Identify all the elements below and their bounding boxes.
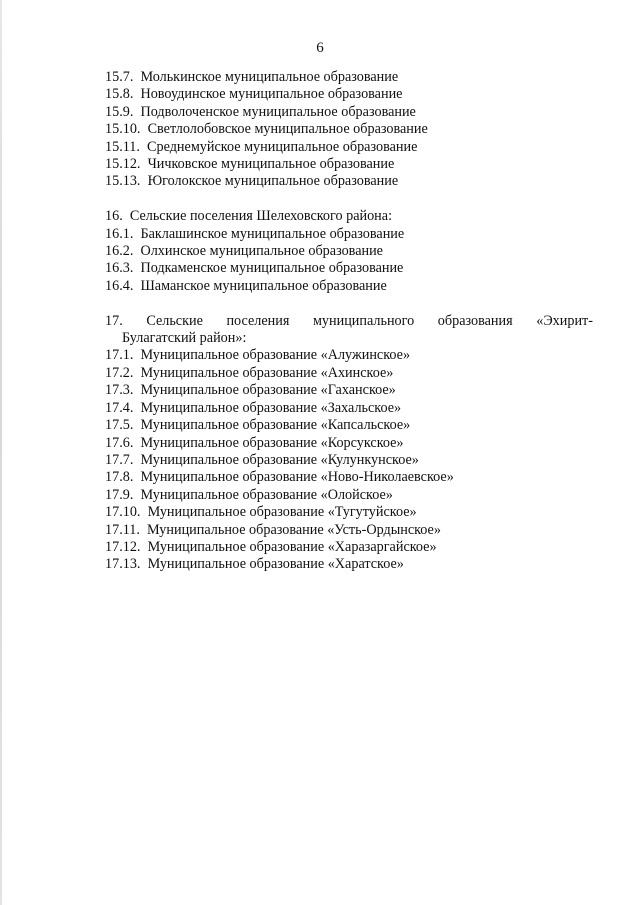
- item-number: 17.10.: [105, 504, 141, 521]
- document-body: [105, 69, 593, 574]
- item-number: 15.11.: [105, 138, 140, 155]
- item-number: 17.3.: [105, 382, 134, 399]
- item-number: 16.4.: [105, 277, 134, 294]
- list-item: [105, 173, 593, 190]
- item-number: 15.12.: [105, 156, 141, 173]
- item-text: Подволоченское муниципальное образование: [140, 103, 416, 120]
- list-item: [105, 435, 593, 452]
- item-number: 17.4.: [105, 399, 134, 416]
- list-item: [105, 365, 593, 382]
- list-item: [105, 347, 593, 364]
- item-text: Муниципальное образование «Кулункунское»: [140, 451, 419, 468]
- list-item: [105, 156, 593, 173]
- item-text: Муниципальное образование «Ахинское»: [140, 364, 394, 381]
- heading-word: поселения: [226, 312, 290, 329]
- item-number: 17.7.: [105, 451, 134, 468]
- list-item: [105, 522, 593, 539]
- list-item: [105, 400, 593, 417]
- spacer: [105, 191, 593, 208]
- list-item: [105, 104, 593, 121]
- item-number: 17.6.: [105, 434, 134, 451]
- item-text: Муниципальное образование «Тугутуйское»: [147, 504, 417, 521]
- list-item: [105, 504, 593, 521]
- item-text: Подкаменское муниципальное образование: [140, 260, 404, 277]
- list-item: [105, 139, 593, 156]
- list-item: [105, 121, 593, 138]
- item-text: Муниципальное образование «Гаханское»: [140, 382, 396, 399]
- list-item: [105, 417, 593, 434]
- item-number: 15.9.: [105, 103, 134, 120]
- section-heading: [105, 313, 593, 330]
- item-number: 15.8.: [105, 86, 134, 103]
- item-text: Муниципальное образование «Олойское»: [140, 486, 393, 503]
- item-text: Молькинское муниципальное образование: [140, 69, 399, 85]
- scan-edge: [0, 0, 2, 905]
- heading-word: муниципального: [312, 312, 415, 329]
- item-number: 17.11.: [105, 521, 140, 538]
- section-heading: [105, 208, 593, 225]
- section-16: [105, 208, 593, 295]
- item-text: Муниципальное образование «Харазаргайское»: [147, 538, 437, 555]
- item-number: 15.7.: [105, 69, 134, 85]
- list-item: [105, 243, 593, 260]
- item-number: 17.1.: [105, 347, 134, 364]
- item-number: 17.5.: [105, 417, 134, 434]
- item-text: Муниципальное образование «Харатское»: [147, 556, 404, 573]
- list-item: [105, 382, 593, 399]
- item-text: Чичковское муниципальное образование: [147, 156, 395, 173]
- item-text: Муниципальное образование «Алужинское»: [140, 347, 411, 364]
- item-text: Олхинское муниципальное образование: [140, 243, 383, 260]
- heading-word: образования: [437, 312, 513, 329]
- item-text: Юголокское муниципальное образование: [147, 173, 399, 190]
- item-text: Среднемуйское муниципальное образование: [147, 138, 418, 155]
- list-item: [105, 226, 593, 243]
- list-item: [105, 539, 593, 556]
- item-number: 15.13.: [105, 173, 141, 190]
- list-item: [105, 278, 593, 295]
- item-text: Муниципальное образование «Корсукское»: [140, 434, 404, 451]
- item-number: 17.9.: [105, 486, 134, 503]
- list-item: [105, 69, 593, 86]
- item-number: 17.12.: [105, 538, 141, 555]
- list-item: [105, 469, 593, 486]
- item-text: Новоудинское муниципальное образование: [140, 86, 403, 103]
- item-text: Светлолобовское муниципальное образование: [147, 121, 428, 138]
- item-text: Муниципальное образование «Усть-Ордынское»: [147, 521, 441, 538]
- item-number: 15.10.: [105, 121, 141, 138]
- list-item: [105, 86, 593, 103]
- item-number: 17.2.: [105, 364, 134, 381]
- heading-text: Сельские поселения Шелеховского района:: [129, 208, 393, 225]
- item-number: 16.2.: [105, 243, 134, 260]
- item-text: Муниципальное образование «Капсальское»: [140, 417, 411, 434]
- heading-word: «Эхирит-: [536, 312, 593, 329]
- heading-word: Сельские: [146, 312, 203, 329]
- list-item: [105, 487, 593, 504]
- spacer: [105, 295, 593, 312]
- list-item: [105, 556, 593, 573]
- list-item: [105, 452, 593, 469]
- item-text: Баклашинское муниципальное образование: [140, 225, 405, 242]
- heading-word: 17.: [105, 312, 123, 329]
- item-text: Муниципальное образование «Захальское»: [140, 399, 402, 416]
- section-15-list: [105, 69, 593, 191]
- list-item: [105, 260, 593, 277]
- page-number: 6: [316, 40, 324, 56]
- section-17: [105, 313, 593, 574]
- item-number: 16.3.: [105, 260, 134, 277]
- heading-number: 16.: [105, 208, 123, 225]
- heading-continuation: Булагатский район»:: [122, 330, 247, 347]
- item-number: 17.13.: [105, 556, 141, 573]
- item-text: Муниципальное образование «Ново-Николаевское»: [140, 469, 454, 486]
- item-number: 17.8.: [105, 469, 134, 486]
- item-text: Шаманское муниципальное образование: [140, 277, 387, 294]
- item-number: 16.1.: [105, 225, 134, 242]
